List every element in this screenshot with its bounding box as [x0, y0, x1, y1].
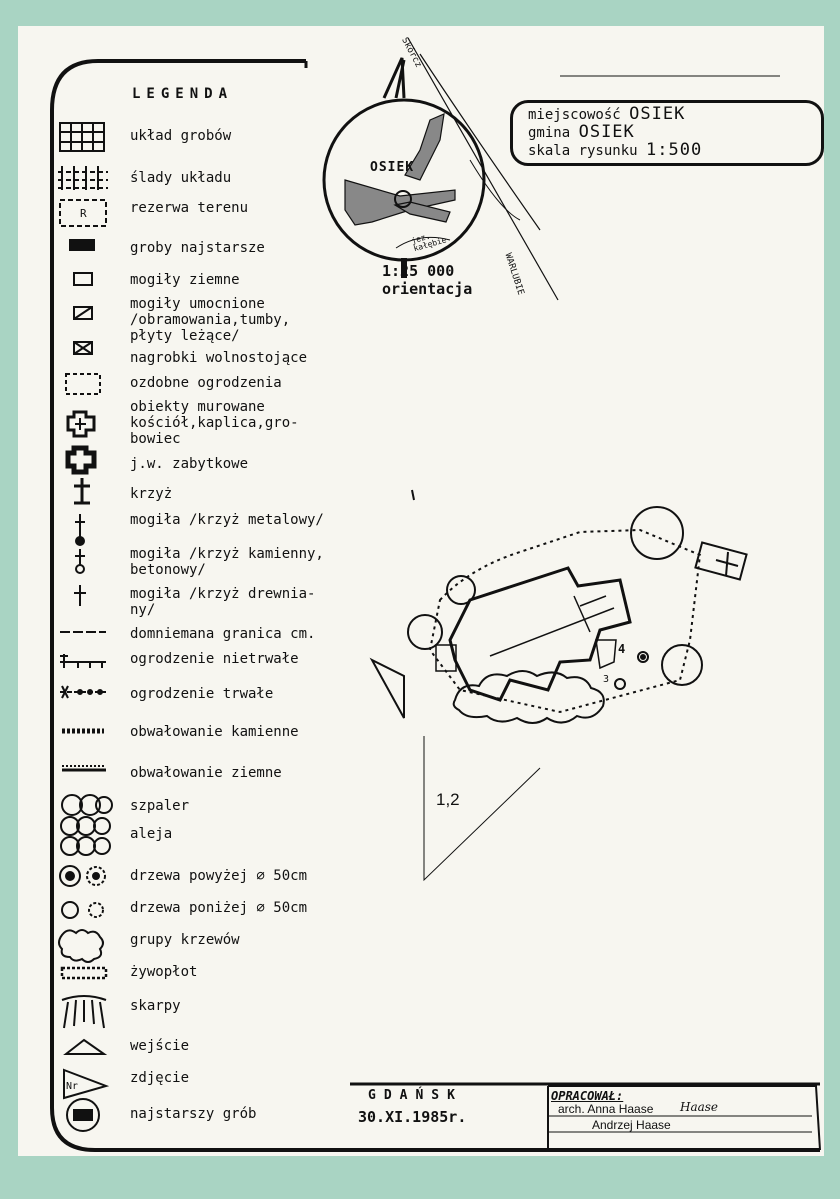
- plan-number-3: 3: [603, 674, 610, 685]
- freestanding-tombstone-icon: [74, 342, 92, 354]
- brick-building-icon: [68, 412, 94, 436]
- slope-icon: [62, 996, 106, 1028]
- legend-label-shrub-group: grupy krzewów: [130, 932, 240, 948]
- footer-city: GDAŃSK: [368, 1088, 463, 1103]
- commune-label: gmina: [528, 125, 571, 141]
- prepared-by-label: OPRACOWAŁ:: [551, 1089, 624, 1103]
- tree-row-icon: [62, 795, 112, 815]
- scale-row: [528, 140, 702, 160]
- legend-label-hedge: żywopłot: [130, 964, 198, 980]
- signature: Haase: [680, 1100, 719, 1114]
- wooden-cross-grave-icon: [74, 585, 86, 606]
- town-label: OSIEK: [370, 160, 415, 175]
- permanent-fence-icon: [60, 686, 106, 698]
- road-top-label: Skórcz: [399, 36, 424, 70]
- entrance-icon: [66, 1040, 104, 1054]
- orientation-caption: orientacja: [382, 280, 473, 298]
- metal-cross-grave-icon: [75, 514, 85, 545]
- photo-icon: [64, 1070, 106, 1098]
- orientation-scale-value: 1:25 000: [382, 262, 455, 280]
- lake-label: jez. kałębie: [410, 231, 448, 254]
- svg-text:R: R: [80, 207, 87, 220]
- legend-label-slope: skarpy: [130, 998, 181, 1014]
- legend-label-large-tree: drzewa powyżej ∅ 50cm: [130, 868, 308, 884]
- grave-grid-icon: [60, 123, 104, 151]
- author-1: arch. Anna Haase: [558, 1102, 654, 1116]
- alley-icon: [61, 817, 110, 855]
- reinforced-grave-icon: [74, 307, 92, 319]
- earth-embankment-icon: [62, 766, 106, 770]
- footer-date: 30.XI.1985r.: [358, 1108, 467, 1126]
- legend-label-historic-building: j.w. zabytkowe: [130, 456, 249, 472]
- photo-number-label: 1,2: [436, 790, 460, 809]
- locality-row: [528, 104, 685, 124]
- orientation-map: [324, 38, 558, 300]
- small-tree-icon: [62, 902, 103, 918]
- earth-grave-icon: [74, 273, 92, 285]
- legend-label-presumed-border: domniemana granica cm.: [130, 626, 316, 642]
- legend-label-small-tree: drzewa poniżej ∅ 50cm: [130, 900, 308, 916]
- legend-label-reinforced-grave: mogiły umocnione /obramowania,tumby, płyty leżące/: [130, 296, 291, 344]
- cross-icon: [74, 478, 90, 503]
- land-reserve-icon: [60, 200, 106, 226]
- legend-label-wooden-cross-grave: mogiła /krzyż drewnia- ny/: [130, 586, 316, 618]
- legend-label-oldest-graves: groby najstarsze: [130, 240, 265, 256]
- svg-text:Nr: Nr: [66, 1081, 79, 1092]
- locality-label: miejscowość: [528, 107, 621, 123]
- legend-label-earth-embankment: obwałowanie ziemne: [130, 765, 282, 781]
- large-tree-icon: [60, 866, 105, 886]
- road-right-label: WARLUBIE: [502, 252, 526, 297]
- scale-label: skala rysunku: [528, 143, 638, 159]
- hedge-icon: [62, 968, 106, 978]
- cemetery-plan: [372, 490, 747, 880]
- legend-label-cross: krzyż: [130, 486, 173, 502]
- legend-label-grave-grid: układ grobów: [130, 128, 232, 144]
- legend-label-entrance: wejście: [130, 1038, 190, 1054]
- decorative-fence-icon: [66, 374, 100, 394]
- grave-trace-icon: [58, 166, 108, 190]
- legend-label-decorative-fence: ozdobne ogrodzenia: [130, 375, 282, 391]
- commune-row: [528, 122, 635, 142]
- legend-label-alley: aleja: [130, 826, 173, 842]
- oldest-grave-icon: [67, 1099, 99, 1131]
- scale-value: 1:500: [646, 140, 703, 160]
- author-2: Andrzej Haase: [592, 1118, 671, 1132]
- legend-label-stone-embankment: obwałowanie kamienne: [130, 724, 299, 740]
- temporary-fence-icon: [60, 654, 106, 668]
- legend-label-photo: zdjęcie: [130, 1070, 190, 1086]
- legend-label-earth-grave: mogiły ziemne: [130, 272, 240, 288]
- legend-label-grave-trace: ślady układu: [130, 170, 232, 186]
- legend-label-stone-cross-grave: mogiła /krzyż kamienny, betonowy/: [130, 546, 324, 578]
- oldest-graves-icon: [70, 240, 94, 250]
- locality-value: OSIEK: [629, 104, 686, 124]
- legend-label-brick-building: obiekty murowane kościół,kaplica,gro- bowiec: [130, 399, 299, 447]
- shrub-group-icon: [59, 930, 103, 962]
- commune-value: OSIEK: [578, 122, 635, 142]
- orientation-scale: [382, 262, 472, 298]
- stone-cross-grave-icon: [75, 549, 85, 573]
- legend-title: LEGENDA: [132, 86, 234, 102]
- legend-label-temporary-fence: ogrodzenie nietrwałe: [130, 651, 299, 667]
- plan-number-4: 4: [618, 642, 626, 656]
- legend-label-permanent-fence: ogrodzenie trwałe: [130, 686, 274, 702]
- legend-label-land-reserve: rezerwa terenu: [130, 200, 249, 216]
- legend-label-oldest-grave: najstarszy grób: [130, 1106, 257, 1122]
- historic-building-icon: [68, 448, 94, 472]
- legend-label-tree-row: szpaler: [130, 798, 190, 814]
- legend-label-freestanding-tombstone: nagrobki wolnostojące: [130, 350, 308, 366]
- legend-label-metal-cross-grave: mogiła /krzyż metalowy/: [130, 512, 324, 528]
